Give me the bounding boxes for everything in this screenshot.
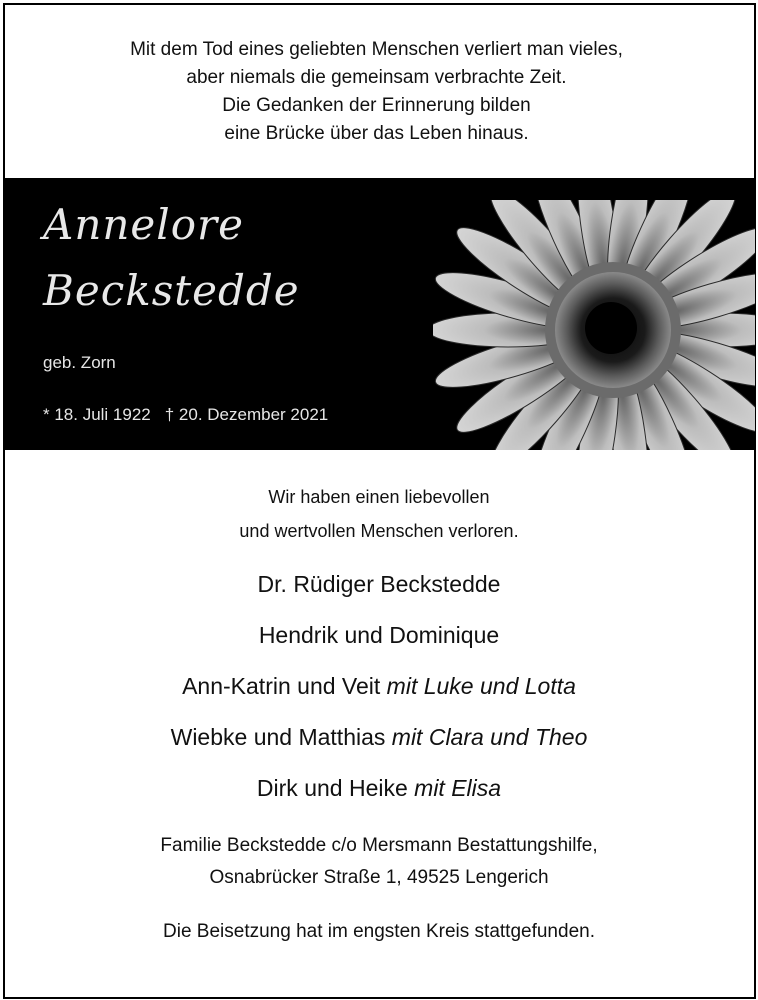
quote-line: eine Brücke über das Leben hinaus.	[224, 123, 529, 144]
mourner-children: mit Luke und Lotta	[386, 673, 576, 699]
mourner-name: Dr. Rüdiger Beckstedde	[257, 571, 501, 597]
quote-line: aber niemals die gemeinsam verbrachte Zeit.	[186, 67, 567, 88]
birth-date: * 18. Juli 1922	[43, 405, 151, 424]
message-line: und wertvollen Menschen verloren.	[239, 521, 519, 541]
quote-line: Mit dem Tod eines geliebten Menschen verliert man vieles,	[130, 39, 623, 60]
opening-quote	[0, 36, 753, 148]
quote-line: Die Gedanken der Erinnerung bilden	[222, 95, 531, 116]
mourner-name: Ann-Katrin und Veit	[182, 673, 381, 699]
gerbera-flower-image	[433, 200, 755, 450]
burial-note: Die Beisetzung hat im engsten Kreis stattgefunden.	[163, 921, 595, 942]
address-line: Osnabrücker Straße 1, 49525 Lengerich	[209, 867, 549, 888]
mourners-list	[0, 565, 758, 820]
name-banner	[3, 178, 755, 450]
deceased-last-name: Beckstedde	[43, 266, 300, 315]
life-dates	[43, 405, 328, 425]
mourner-row	[0, 667, 758, 718]
mourner-children: mit Elisa	[414, 775, 502, 801]
mourner-row	[0, 616, 758, 667]
maiden-name: geb. Zorn	[43, 353, 116, 372]
flower-core	[585, 302, 637, 354]
mourner-row	[0, 718, 758, 769]
mourner-name: Dirk und Heike	[256, 775, 408, 801]
mourner-name: Wiebke und Matthias	[170, 724, 386, 750]
mourner-row	[0, 565, 758, 616]
deceased-first-name: Annelore	[43, 200, 244, 249]
address-line: Familie Beckstedde c/o Mersmann Bestattungshilfe,	[160, 835, 598, 856]
mourner-children: mit Clara und Theo	[391, 724, 588, 750]
message-line: Wir haben einen liebevollen	[268, 487, 490, 507]
mourner-row	[0, 769, 758, 820]
family-address	[0, 830, 758, 894]
mourner-name: Hendrik und Dominique	[258, 622, 500, 648]
loss-message	[0, 480, 758, 548]
death-date: † 20. Dezember 2021	[164, 405, 329, 424]
